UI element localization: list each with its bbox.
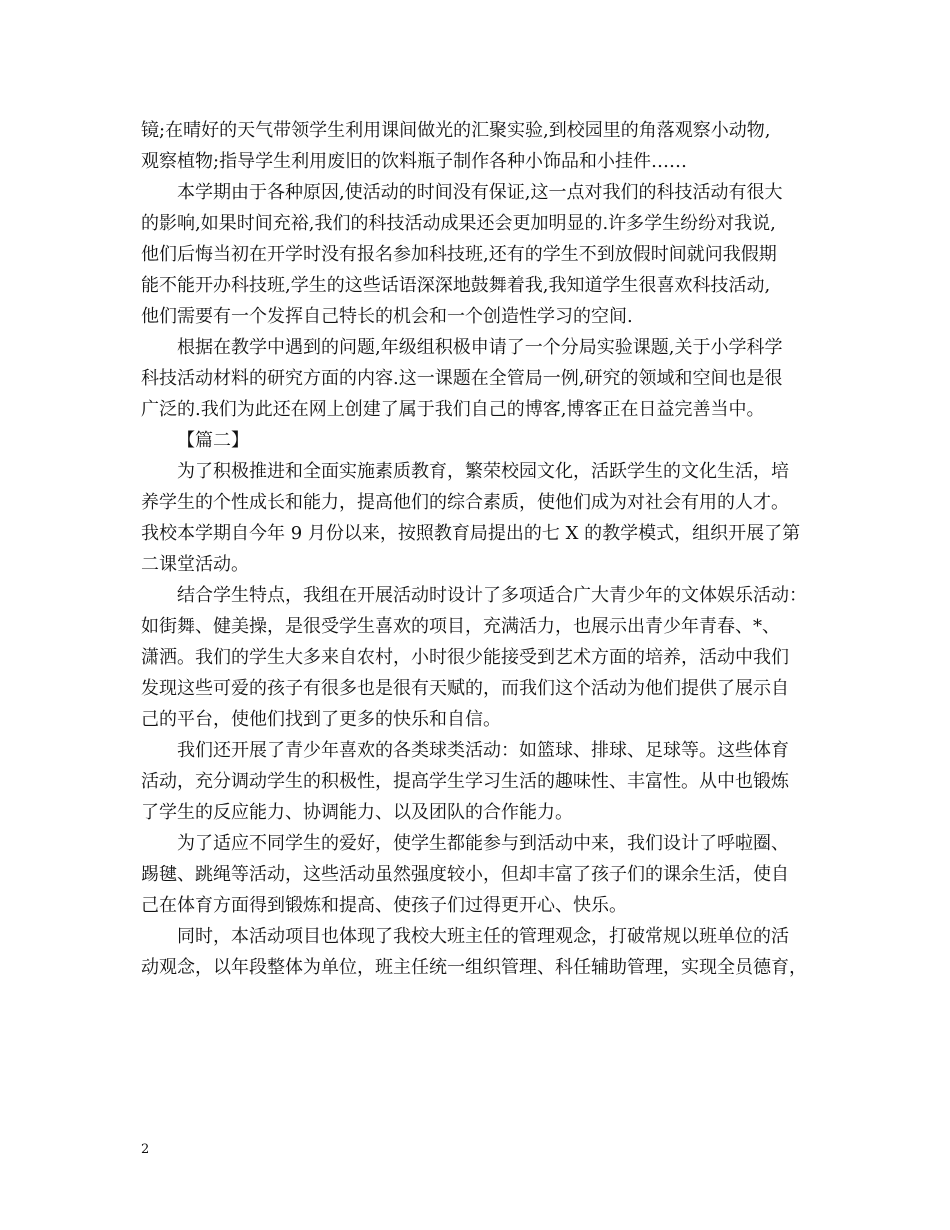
page-number: 2 [141,1142,150,1157]
text-line: 他们后悔当初在开学时没有报名参加科技班,还有的学生不到放假时间就问我假期 [141,244,777,265]
text-line: 为了适应不同学生的爱好，使学生都能参与到活动中来，我们设计了呼啦圈、 [177,833,789,854]
text-line: 本学期由于各种原因,使活动的时间没有保证,这一点对我们的科技活动有很大 [177,182,783,203]
document-body [141,115,821,983]
text-line: 观察植物;指导学生利用废旧的饮料瓶子制作各种小饰品和小挂件…… [141,151,688,172]
text-line: 【篇二】 [177,430,249,451]
text-line: 养学生的个性成长和能力，提高他们的综合素质，使他们成为对社会有用的人才。 [141,492,789,513]
text-line: 广泛的.我们为此还在网上创建了属于我们自己的博客,博客正在日益完善当中。 [141,399,765,420]
text-line: 我们还开展了青少年喜欢的各类球类活动：如篮球、排球、足球等。这些体育 [177,740,789,761]
text-line: 结合学生特点，我组在开展活动时设计了多项适合广大青少年的文体娱乐活动： [177,585,807,606]
text-line: 潇洒。我们的学生大多来自农村，小时很少能接受到艺术方面的培养，活动中我们 [141,647,789,668]
text-line: 为了积极推进和全面实施素质教育，繁荣校园文化，活跃学生的文化生活，培 [177,461,789,482]
text-line: 镜;在晴好的天气带领学生利用课间做光的汇聚实验,到校园里的角落观察小动物, [141,120,771,141]
text-line: 己的平台，使他们找到了更多的快乐和自信。 [141,709,501,730]
text-line: 活动，充分调动学生的积极性，提高学生学习生活的趣味性、丰富性。从中也锻炼 [141,771,789,792]
text-line: 的影响,如果时间充裕,我们的科技活动成果还会更加明显的.许多学生纷纷对我说, [141,213,776,234]
text-line: 同时，本活动项目也体现了我校大班主任的管理观念，打破常规以班单位的活 [177,926,789,947]
text-line: 二课堂活动。 [141,554,249,575]
text-line: 发现这些可爱的孩子有很多也是很有天赋的，而我们这个活动为他们提供了展示自 [141,678,789,699]
text-line: 己在体育方面得到锻炼和提高、使孩子们过得更开心、快乐。 [141,895,627,916]
text-line: 根据在教学中遇到的问题,年级组积极申请了一个分局实验课题,关于小学科学 [177,337,783,358]
text-line: 动观念，以年段整体为单位，班主任统一组织管理、科任辅助管理，实现全员德育， [141,957,807,978]
text-line: 科技活动材料的研究方面的内容.这一课题在全管局一例,研究的领域和空间也是很 [141,368,783,389]
text-line: 能不能开办科技班,学生的这些话语深深地鼓舞着我,我知道学生很喜欢科技活动, [141,275,771,296]
text-line: 如街舞、健美操，是很受学生喜欢的项目，充满活力，也展示出青少年青春、*、 [141,616,780,637]
text-line: 了学生的反应能力、协调能力、以及团队的合作能力。 [141,802,573,823]
text-line: 我校本学期自今年 9 月份以来，按照教育局提出的七 X 的教学模式，组织开展了第 [141,523,801,544]
text-line: 踢毽、跳绳等活动，这些活动虽然强度较小，但却丰富了孩子们的课余生活，使自 [141,864,789,885]
text-line: 他们需要有一个发挥自己特长的机会和一个创造性学习的空间. [141,306,633,327]
